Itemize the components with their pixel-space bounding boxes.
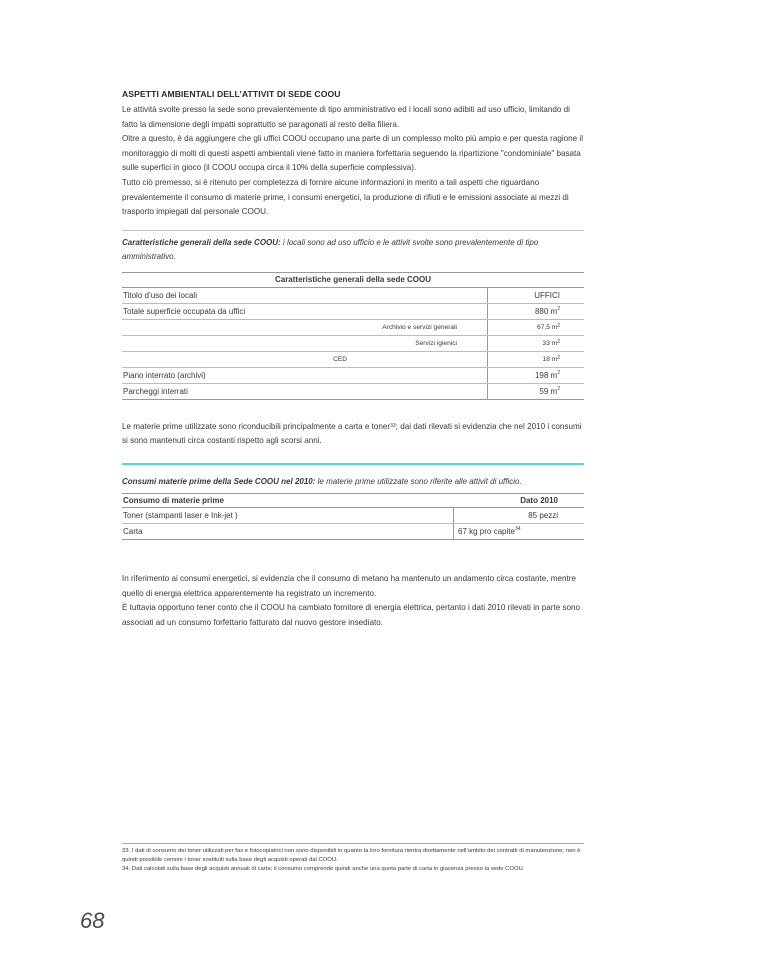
value-text: 33 m — [542, 339, 558, 347]
row-value: 85 pezzi — [454, 507, 585, 523]
table-row — [122, 319, 584, 335]
caption-title: Consumi materie prime della Sede COOU nel 2010: — [122, 476, 316, 486]
page-content — [122, 88, 584, 630]
table-row — [122, 523, 584, 539]
row-label: Totale superficie occupata da uffici — [122, 303, 488, 319]
superscript: 2 — [557, 369, 560, 376]
paragraph-text: ; dai dati rilevati si evidenzia che nel 2010 i consumi si sono mantenuti circa costanti rispetto agli scorsi anni. — [122, 421, 582, 446]
superscript: 2 — [557, 385, 560, 392]
table-caption — [122, 475, 584, 489]
row-value — [488, 351, 585, 367]
row-value — [488, 319, 585, 335]
footnotes — [122, 843, 584, 874]
footnote-text: Dati calcolati sulla base degli acquisti annuali di carta; il consumo comprende quindi anche una quota parte di carta in giacenza presso la sede COOU. — [131, 866, 525, 872]
value-text: 67 kg pro capite — [458, 526, 515, 536]
value-text: 198 m — [534, 370, 558, 380]
row-value — [488, 335, 585, 351]
row-value — [488, 383, 585, 399]
footnote-text: I dati di consumo dei toner utilizzati per fax e fotocopiatrici non sono disponibili in quanto la loro fornitura rientra direttamente nell’ambito dei contratti di manutenzione; non è quindi possibile censire i toner sostituiti sulla base degli acquisti operati dal COOU. — [122, 848, 581, 863]
column-header: Dato 2010 — [454, 493, 585, 507]
row-value: UFFICI — [488, 287, 585, 303]
row-label: Servizi igienici — [122, 335, 488, 351]
row-value — [488, 303, 585, 319]
paragraph: Le attività svolte presso la sede sono prevalentemente di tipo amministrativo ed i locali sono adibiti ad uso ufficio, limitando di fatto la dimensione degli impatti soprattutto se paragonati al resto della filiera. — [122, 105, 570, 129]
row-label: Titolo d’uso dei locali — [122, 287, 488, 303]
caption-title: Caratteristiche generali della sede COOU: — [122, 237, 281, 247]
footnote-number: 34. — [122, 866, 131, 872]
value-text: 880 m — [534, 306, 558, 316]
caption-text: i locali sono ad uso ufficio e le attivit svolte sono prevalentemente di tipo amministrativo. — [122, 237, 539, 261]
superscript: 2 — [557, 322, 560, 329]
divider — [122, 230, 584, 231]
table-row — [122, 367, 584, 383]
row-label: CED — [122, 351, 488, 367]
page-number: 68 — [80, 908, 105, 933]
paragraph-text: Le materie prime utilizzate sono riconducibili principalmente a carta e toner — [122, 421, 391, 431]
paragraph: In riferimento ai consumi energetici, si evidenzia che il consumo di metano ha mantenuto un andamento circa costante, mentre quello di energia elettrica apparentemente ha registrato un incremento. — [122, 573, 576, 598]
superscript: 2 — [557, 305, 560, 312]
footnote — [122, 847, 584, 865]
table-header: Caratteristiche generali della sede COOU — [122, 272, 584, 287]
footnote-number: 33. — [122, 848, 131, 854]
value-text: 18 m — [542, 355, 558, 363]
paragraph: È tuttavia opportuno tener conto che il COOU ha cambiato fornitore di energia elettrica, pertanto i dati 2010 rilevati in parte sono associati ad un consumo forfettario fatturato dal nuovo gestore insediato. — [122, 603, 581, 627]
paragraph: Tutto ciò premesso, si è ritenuto per completezza di fornire alcune informazioni in merito a tali aspetti che riguardano prevalentemente il consumo di materie prime, i consumi energetici, la produzione di rifiuti e le emissioni associate ai mezzi di trasporto impiegati dal personale COOU. — [122, 177, 569, 217]
accent-divider — [122, 463, 584, 465]
row-label: Carta — [122, 523, 454, 539]
value-text: 59 m — [539, 386, 558, 396]
row-value — [488, 367, 585, 383]
superscript: 2 — [557, 338, 560, 345]
table-row — [122, 351, 584, 367]
footnote-ref: 33 — [390, 422, 396, 429]
raw-materials-table — [122, 493, 584, 540]
column-header: Consumo di materie prime — [122, 493, 454, 507]
table-row — [122, 303, 584, 319]
row-label: Piano interrato (archivi) — [122, 367, 488, 383]
section-title: ASPETTI AMBIENTALI DELL’ATTIVIT DI SEDE COOU — [122, 89, 341, 99]
characteristics-table — [122, 272, 584, 400]
row-label: Archivio e servizi generali — [122, 319, 488, 335]
paragraph: Oltre a questo, è da aggiungere che gli uffici COOU occupano una parte di un complesso molto più ampio e per questa ragione il monitoraggio di molti di questi aspetti ambientali viene fatto in maniera forfettaria seguendo la ripartizione "condominiale" basata sulle superfici in gioco (il COOU occupa circa il 10% della superficie complessiva). — [122, 134, 584, 173]
caption-text: le materie prime utilizzate sono riferite alle attivit di ufficio. — [315, 476, 522, 486]
row-label: Toner (stampanti laser e Ink-jet ) — [122, 507, 454, 523]
row-label: Parcheggi interrati — [122, 383, 488, 399]
paragraph — [122, 420, 584, 449]
table-caption — [122, 236, 584, 264]
table-row — [122, 507, 584, 523]
table-row — [122, 383, 584, 399]
superscript: 2 — [557, 354, 560, 361]
table-row — [122, 335, 584, 351]
value-text: 67,5 m — [537, 323, 558, 331]
footnote — [122, 865, 584, 874]
table-row — [122, 287, 584, 303]
row-value — [454, 523, 585, 539]
footnote-ref: 34 — [514, 525, 521, 532]
